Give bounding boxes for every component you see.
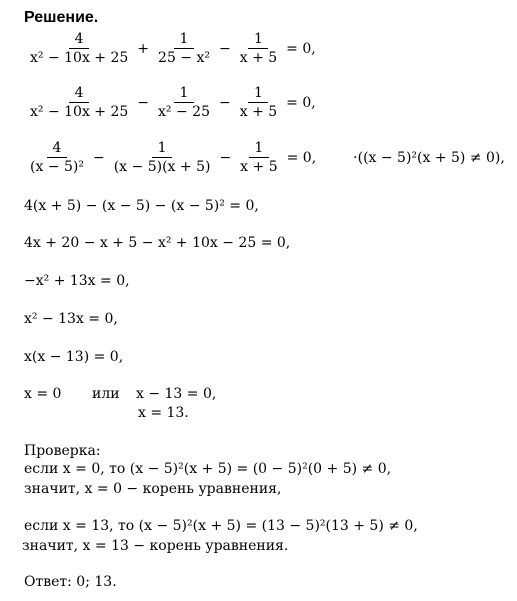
numerator: 1 — [152, 141, 172, 158]
denominator: x² − 25 — [158, 104, 210, 120]
denominator: x² − 10x + 25 — [30, 104, 129, 120]
denominator: (x − 5)(x + 5) — [113, 159, 211, 175]
answer: Ответ: 0; 13. — [24, 574, 117, 590]
fraction — [27, 32, 131, 65]
equation-1 — [24, 32, 319, 65]
operator: − — [218, 40, 231, 57]
equation-3 — [24, 141, 505, 174]
operator: − — [137, 94, 150, 111]
fraction — [27, 141, 87, 174]
step-line-2: 4x + 20 − x + 5 − x² + 10x − 25 = 0, — [24, 235, 291, 251]
equation-2 — [24, 86, 319, 119]
fraction — [237, 141, 280, 174]
denominator: (x − 5)² — [30, 159, 84, 175]
numerator: 4 — [69, 32, 89, 49]
operator: − — [218, 94, 231, 111]
numerator: 1 — [248, 32, 268, 49]
fraction — [27, 86, 131, 119]
equation-tail: = 0, — [286, 40, 316, 57]
step-line-4: x² − 13x = 0, — [24, 311, 118, 327]
root-right-value: x = 13. — [138, 405, 189, 421]
fraction — [237, 32, 280, 65]
step-line-5: x(x − 13) = 0, — [24, 349, 124, 365]
denominator: x + 5 — [239, 50, 278, 66]
denominator: x + 5 — [240, 159, 278, 175]
check-line-2: значит, x = 0 − корень уравнения, — [24, 481, 282, 497]
operator: − — [92, 149, 105, 166]
numerator: 4 — [69, 86, 89, 103]
check-heading: Проверка: — [24, 443, 101, 459]
check-line-1: если x = 0, то (x − 5)²(x + 5) = (0 − 5)²(0 + 5) ≠ 0, — [24, 461, 392, 477]
fraction — [155, 86, 213, 119]
denominator: x + 5 — [239, 104, 278, 120]
check-line-4: значит, x = 13 − корень уравнения. — [22, 538, 289, 554]
fraction — [237, 86, 280, 119]
operator: − — [219, 149, 232, 166]
step-line-1: 4(x + 5) − (x − 5) − (x − 5)² = 0, — [24, 198, 259, 214]
step-line-3: −x² + 13x = 0, — [24, 273, 130, 289]
root-right-equation: x − 13 = 0, — [136, 386, 217, 402]
domain-condition: ·((x − 5)²(x + 5) ≠ 0), — [353, 149, 505, 166]
numerator: 1 — [249, 141, 269, 158]
fraction — [155, 32, 213, 65]
numerator: 1 — [248, 86, 268, 103]
root-left: x = 0 — [24, 386, 62, 402]
fraction — [111, 141, 214, 174]
denominator: x² − 10x + 25 — [30, 50, 129, 66]
check-line-3: если x = 13, то (x − 5)²(x + 5) = (13 − 5)²(13 + 5) ≠ 0, — [24, 518, 418, 534]
denominator: 25 − x² — [158, 50, 210, 66]
operator: + — [137, 40, 150, 57]
numerator: 1 — [174, 86, 194, 103]
numerator: 4 — [47, 141, 67, 158]
or-word: или — [92, 386, 120, 402]
equation-tail: = 0, — [286, 94, 316, 111]
equation-tail: = 0, — [286, 149, 317, 166]
solution-title: Решение. — [24, 9, 99, 26]
numerator: 1 — [174, 32, 194, 49]
